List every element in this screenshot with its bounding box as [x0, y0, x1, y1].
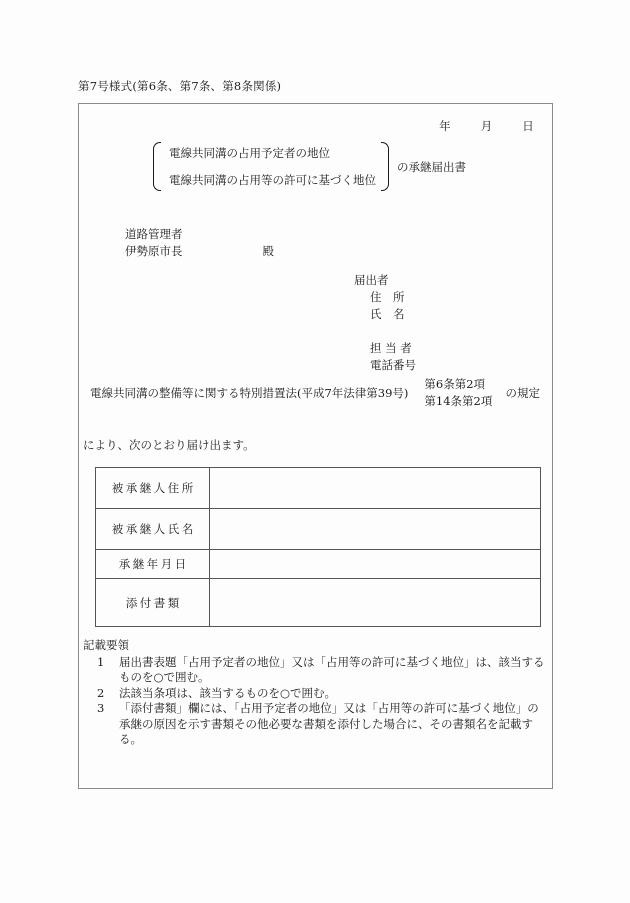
- title-option-2: 電線共同溝の占用等の許可に基づく地位: [169, 173, 376, 187]
- note-number: 2: [97, 685, 105, 700]
- table-row: [96, 579, 541, 627]
- row-label-attachments: 添付書類: [96, 579, 210, 627]
- submitter-heading: 届出者: [354, 273, 389, 287]
- date-month-label: 月: [480, 119, 493, 133]
- form-frame: [78, 103, 553, 789]
- date-line: [439, 118, 534, 134]
- table-row: [96, 509, 541, 550]
- submitter-contact-label: 担 当 者: [370, 341, 412, 355]
- addressee-name: 伊勢原市長: [125, 244, 183, 258]
- row-label-succession-date: 承継年月日: [96, 550, 210, 579]
- title-option-1: 電線共同溝の占用予定者の地位: [169, 146, 330, 160]
- submitter-address-label: 住 所: [370, 290, 405, 304]
- note-item: [97, 686, 545, 702]
- note-item: [97, 701, 545, 748]
- note-number: 1: [97, 654, 105, 669]
- addressee-honorific: 殿: [262, 244, 274, 258]
- table-row: [96, 468, 541, 509]
- law-article-options: [424, 376, 492, 410]
- entry-table: [95, 467, 541, 627]
- title-option-list: [162, 142, 381, 191]
- note-item: [97, 655, 545, 686]
- note-text: 法該当条項は、該当するものを○で囲む。: [119, 685, 337, 700]
- law-article-2: 第14条第2項: [424, 394, 493, 408]
- note-text: 届出書表題「占用予定者の地位」又は「占用等の許可に基づく地位」は、該当するものを○で囲む。: [119, 654, 545, 684]
- date-day-label: 日: [522, 119, 534, 133]
- form-number-heading: 第7号様式(第6条、第7条、第8条関係): [78, 79, 282, 93]
- row-value-attachments[interactable]: [210, 579, 541, 627]
- right-brace-icon: [381, 142, 390, 191]
- submitter-name-label: 氏 名: [370, 307, 405, 321]
- lead-sentence: により、次のとおり届け出ます。: [83, 438, 255, 452]
- submitter-phone-label: 電話番号: [370, 358, 416, 372]
- row-label-predecessor-address: 被承継人住所: [96, 468, 210, 509]
- addressee-name-line: [125, 243, 274, 260]
- addressee-block: [125, 226, 274, 260]
- law-tail: の規定: [505, 386, 540, 400]
- addressee-role: 道路管理者: [125, 227, 183, 241]
- left-brace-icon: [153, 142, 162, 191]
- note-text: 「添付書類」欄には、「占用予定者の地位」又は「占用等の許可に基づく地位」の承継の原因を示す書類その他必要な書類を添付した場合に、その書類名を記載する。: [119, 701, 539, 746]
- document-title: [153, 142, 466, 191]
- row-value-predecessor-address[interactable]: [210, 468, 541, 509]
- row-value-predecessor-name[interactable]: [210, 509, 541, 550]
- law-article-1: 第6条第2項: [424, 377, 486, 391]
- notes-section: [83, 638, 545, 748]
- law-citation: [90, 376, 542, 410]
- note-number: 3: [97, 701, 105, 715]
- row-label-predecessor-name: 被承継人氏名: [96, 509, 210, 550]
- notes-title: 記載要領: [83, 638, 129, 652]
- submitter-spacer: [354, 323, 416, 340]
- table-row: [96, 550, 541, 579]
- law-name: 電線共同溝の整備等に関する特別措置法(平成7年法律第39号): [90, 386, 409, 400]
- date-year-label: 年: [439, 119, 451, 133]
- title-suffix: の承継届出書: [397, 159, 466, 174]
- row-value-succession-date[interactable]: [210, 550, 541, 579]
- submitter-block: [354, 272, 416, 374]
